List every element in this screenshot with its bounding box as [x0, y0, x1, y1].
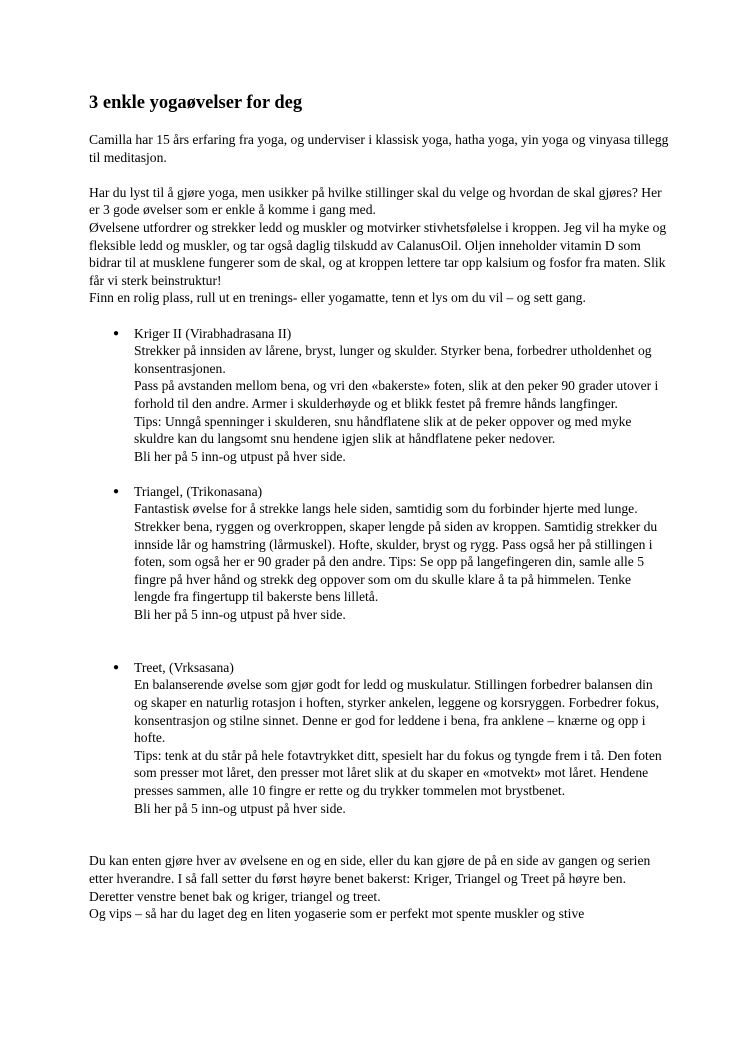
- exercise-text: Pass på avstanden mellom bena, og vri den «bakerste» foten, slik at den peker 90 grader utover i forhold til den andre. Armer i skulderhøyde og et blikk festet på fremre hånds langfinger.: [134, 378, 659, 411]
- exercise-text: Bli her på 5 inn-og utpust på hver side.: [134, 800, 346, 816]
- exercise-item-triangel: [89, 483, 669, 624]
- page-title: 3 enkle yogaøvelser for deg: [89, 93, 303, 113]
- benefits-paragraph: Øvelsene utfordrer og strekker ledd og muskler og motvirker stivhetsfølelse i kroppen. Jeg vil ha myke og fleksible ledd og muskler, og tar også daglig tilskudd av CalanusOil. Oljen inneholder vitamin D som bidrar til at musklene fungerer som de skal, og at kroppen lettere tar opp kalsium og fosfor fra maten. Slik får vi sterk beinstruktur!: [89, 219, 667, 288]
- exercise-title: Triangel, (Trikonasana): [134, 483, 263, 499]
- exercise-list: [89, 325, 669, 818]
- exercise-text: Bli her på 5 inn-og utpust på hver side.: [134, 448, 346, 464]
- exercise-title: Kriger II (Virabhadrasana II): [134, 325, 292, 341]
- exercise-item-kriger: [89, 325, 669, 466]
- outro-paragraph: Du kan enten gjøre hver av øvelsene en og en side, eller du kan gjøre de på en side av gangen og serien etter hverandre. I så fall setter du først høyre benet bakerst: Kriger, Triangel og Treet på høyre ben. Deretter venstre benet bak og kriger, triangel og treet.: [89, 853, 651, 904]
- bullet-icon: ●: [113, 485, 120, 497]
- exercise-text: En balanserende øvelse som gjør godt for ledd og muskulatur. Stillingen forbedrer balansen din og skaper en naturlig rotasjon i hoften, styrker ankelen, leggene og korsryggen. Forbedrer fokus, konsentrasjon og stilne sinnet. Denne er god for leddene i bena, fra anklene – knærne og opp i hofte.: [134, 677, 660, 746]
- closing-paragraph: Og vips – så har du laget deg en liten yogaserie som er perfekt mot spente muskler og stive: [89, 906, 585, 922]
- question-paragraph: Har du lyst til å gjøre yoga, men usikker på hvilke stillinger skal du velge og hvordan de skal gjøres? Her er 3 gode øvelser som er enkle å komme i gang med.: [89, 184, 662, 218]
- exercise-text: Bli her på 5 inn-og utpust på hver side.: [134, 607, 346, 623]
- exercise-title: Treet, (Vrksasana): [134, 659, 234, 675]
- bullet-icon: ●: [113, 327, 120, 339]
- exercise-text: Strekker på innsiden av lårene, bryst, lunger og skulder. Styrker bena, forbedrer utholdenhet og konsentrasjonen.: [134, 343, 652, 376]
- intro-paragraph: Camilla har 15 års erfaring fra yoga, og underviser i klassisk yoga, hatha yoga, yin yoga og vinyasa tillegg til meditasjon.: [89, 132, 669, 165]
- bullet-icon: ●: [113, 661, 120, 673]
- instructions-paragraph: Finn en rolig plass, rull ut en trenings- eller yogamatte, tenn et lys om du vil – og sett gang.: [89, 290, 586, 306]
- exercise-item-treet: [89, 659, 669, 817]
- exercise-text: Fantastisk øvelse for å strekke langs hele siden, samtidig som du forbinder hjerte med lunge. Strekker bena, ryggen og overkroppen, skaper lengde på siden av kroppen. Samtidig strekker du innside lår og hamstring (lårmuskel). Hofte, skulder, bryst og rygg. Pass også her på stillingen i foten, som også her er 90 grader på den andre. Tips: Se opp på langefingeren din, samle alle 5 fingre på hver hånd og strekk deg oppover som om du skulle klare å ta på himmelen. Tenke lengde fra fingertupp til bakerste bens lilletå.: [134, 501, 658, 605]
- exercise-text: Tips: Unngå spenninger i skulderen, snu håndflatene slik at de peker oppover og med myke skuldre kan du langsomt snu hendene igjen slik at håndflatene peker nedover.: [134, 413, 632, 447]
- document-page: [89, 92, 669, 923]
- exercise-text: Tips: tenk at du står på hele fotavtrykket ditt, spesielt har du fokus og tyngde frem i tå. Den foten som presser mot låret, den presser mot låret slik at du skaper en «motvekt» mot låret. Hendene presses sammen, alle 10 fingre er rette og du trykker tommelen mot brystbenet.: [134, 747, 662, 798]
